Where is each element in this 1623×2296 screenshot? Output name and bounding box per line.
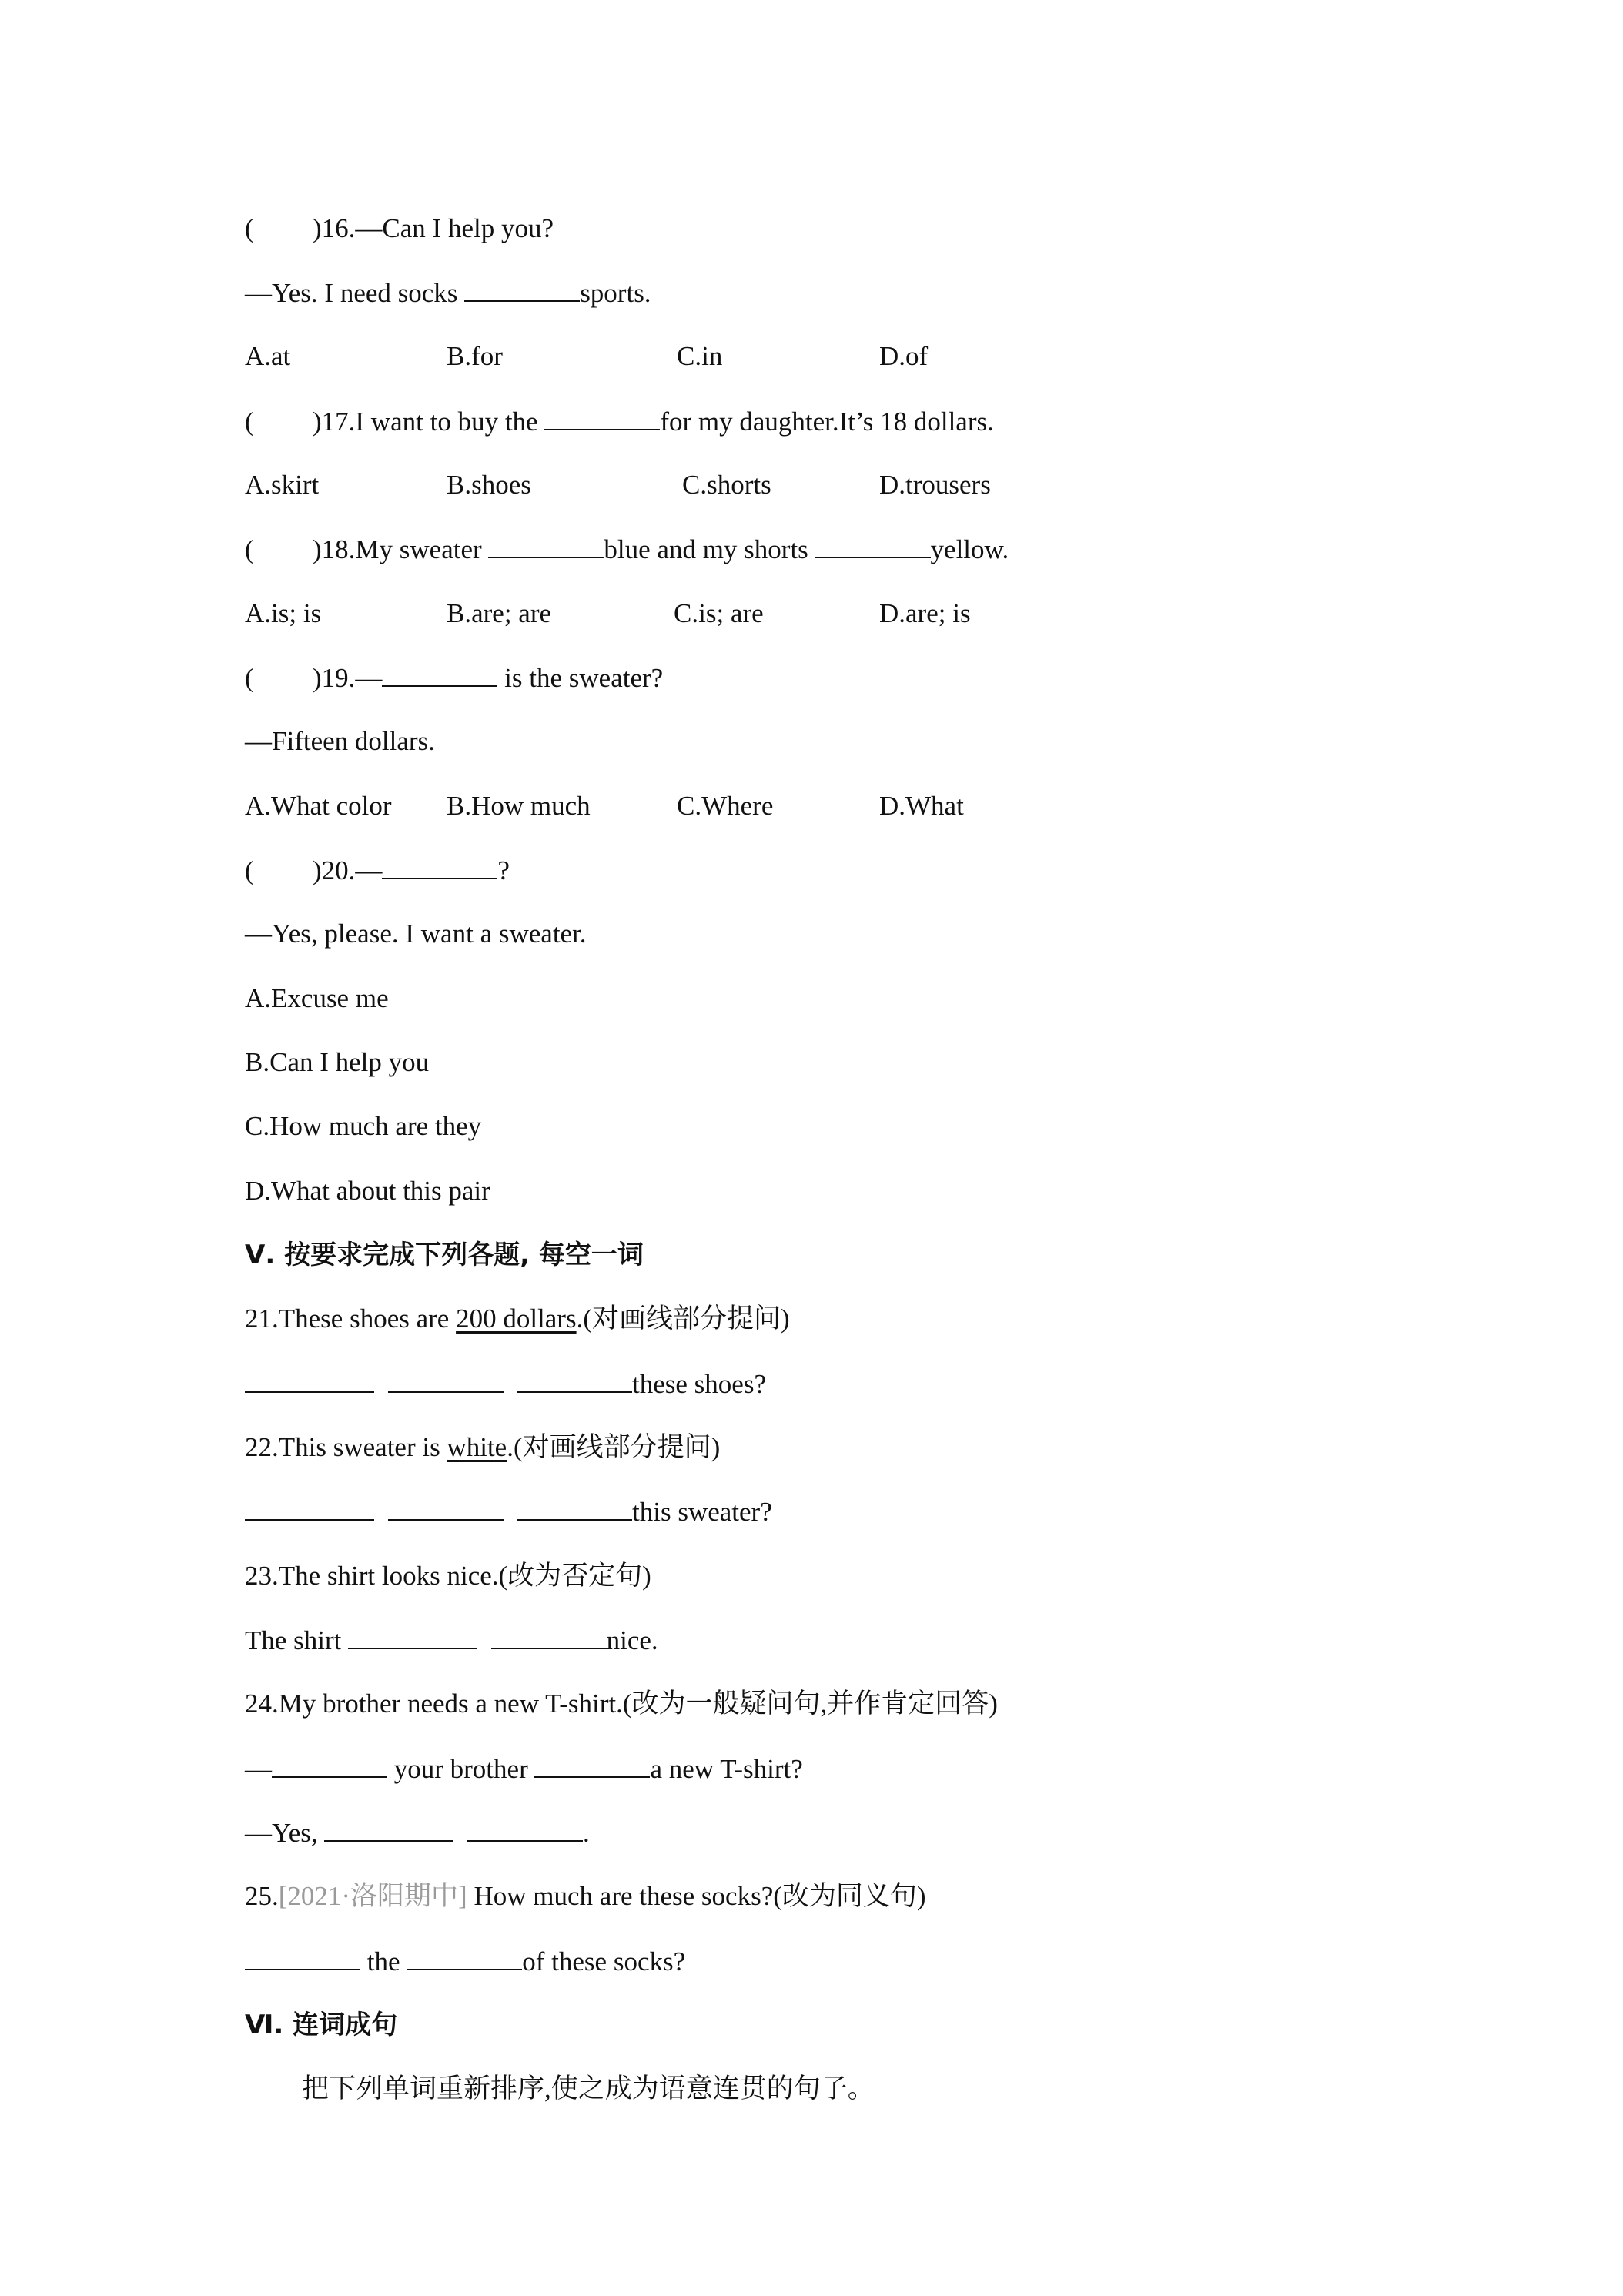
- option-b[interactable]: B.are; are: [447, 598, 552, 628]
- option-a[interactable]: A.Excuse me: [245, 983, 389, 1013]
- blank[interactable]: [488, 534, 604, 558]
- option-a[interactable]: A.skirt: [245, 470, 320, 500]
- option-b[interactable]: B.shoes: [447, 470, 531, 500]
- q22-stem: 22.This sweater is white.(对画线部分提问): [245, 1432, 721, 1462]
- option-a[interactable]: A.What color: [245, 791, 392, 821]
- option-a[interactable]: A.at: [245, 341, 291, 371]
- q21-answer: these shoes?: [245, 1368, 766, 1400]
- blank[interactable]: [348, 1625, 477, 1649]
- blank[interactable]: [382, 855, 497, 879]
- q17-stem: ( )17.I want to buy the for my daughter.It’s 18 dollars.: [245, 407, 994, 437]
- q23-answer: The shirt nice.: [245, 1625, 658, 1655]
- answer-paren[interactable]: (: [245, 407, 254, 437]
- option-b[interactable]: B.Can I help you: [245, 1047, 430, 1077]
- blank[interactable]: [517, 1368, 632, 1393]
- q20-stem: ( )20.— ?: [245, 855, 510, 885]
- blank[interactable]: [544, 406, 660, 430]
- option-c[interactable]: C.in: [677, 341, 723, 371]
- blank[interactable]: [467, 1817, 583, 1842]
- blank[interactable]: [245, 1496, 374, 1521]
- option-d[interactable]: D.trousers: [879, 470, 991, 500]
- q25-stem: 25.[2021·洛阳期中] How much are these socks?(改为同义句): [245, 1881, 926, 1911]
- section-5-title: Ⅴ. 按要求完成下列各题, 每空一词: [245, 1240, 644, 1270]
- q24-stem: 24.My brother needs a new T-shirt.(改为一般疑问句,并作肯定回答): [245, 1689, 998, 1719]
- q24-answer-2: —Yes, .: [245, 1818, 590, 1848]
- answer-paren[interactable]: (: [245, 213, 254, 243]
- option-d[interactable]: D.are; is: [879, 598, 971, 628]
- option-d[interactable]: D.What: [879, 791, 964, 821]
- blank[interactable]: [324, 1817, 453, 1842]
- blank[interactable]: [407, 1946, 522, 1970]
- q22-answer: this sweater?: [245, 1496, 772, 1528]
- option-b[interactable]: B.How much: [447, 791, 591, 821]
- q24-answer-1: — your brother a new T-shirt?: [245, 1754, 803, 1784]
- q16-line2: —Yes. I need socks sports.: [245, 278, 651, 308]
- option-b[interactable]: B.for: [447, 341, 503, 371]
- section-6-title: Ⅵ. 连词成句: [245, 2010, 398, 2040]
- blank[interactable]: [382, 662, 497, 687]
- q19-line2: —Fifteen dollars.: [245, 726, 435, 756]
- blank[interactable]: [388, 1496, 504, 1521]
- blank[interactable]: [464, 277, 580, 302]
- section-6-instruction: 把下列单词重新排序,使之成为语意连贯的句子。: [302, 2073, 875, 2104]
- option-d[interactable]: D.of: [879, 341, 929, 371]
- q23-stem: 23.The shirt looks nice.(改为否定句): [245, 1561, 651, 1591]
- q21-stem: 21.These shoes are 200 dollars.(对画线部分提问): [245, 1304, 790, 1334]
- q20-line2: —Yes, please. I want a sweater.: [245, 919, 587, 949]
- answer-paren[interactable]: (: [245, 534, 254, 564]
- blank[interactable]: [815, 534, 931, 558]
- source-tag: [2021·洛阳期中]: [278, 1881, 467, 1911]
- blank[interactable]: [517, 1496, 632, 1521]
- option-d[interactable]: D.What about this pair: [245, 1176, 490, 1206]
- blank[interactable]: [388, 1368, 504, 1393]
- answer-paren[interactable]: (: [245, 855, 254, 885]
- blank[interactable]: [534, 1753, 650, 1778]
- option-a[interactable]: A.is; is: [245, 598, 322, 628]
- blank[interactable]: [491, 1625, 607, 1649]
- blank[interactable]: [272, 1753, 387, 1778]
- q18-stem: ( )18.My sweater blue and my shorts yellow.: [245, 534, 1009, 564]
- q25-answer: the of these socks?: [245, 1946, 685, 1977]
- q19-stem: ( )19.— is the sweater?: [245, 663, 664, 693]
- answer-paren[interactable]: (: [245, 663, 254, 693]
- option-c[interactable]: C.How much are they: [245, 1111, 482, 1141]
- option-c[interactable]: C.is; are: [674, 598, 764, 628]
- blank[interactable]: [245, 1368, 374, 1393]
- blank[interactable]: [245, 1946, 360, 1970]
- option-c[interactable]: C.Where: [677, 791, 774, 821]
- q16-stem: ( )16.—Can I help you?: [245, 213, 554, 243]
- option-c[interactable]: C.shorts: [682, 470, 771, 500]
